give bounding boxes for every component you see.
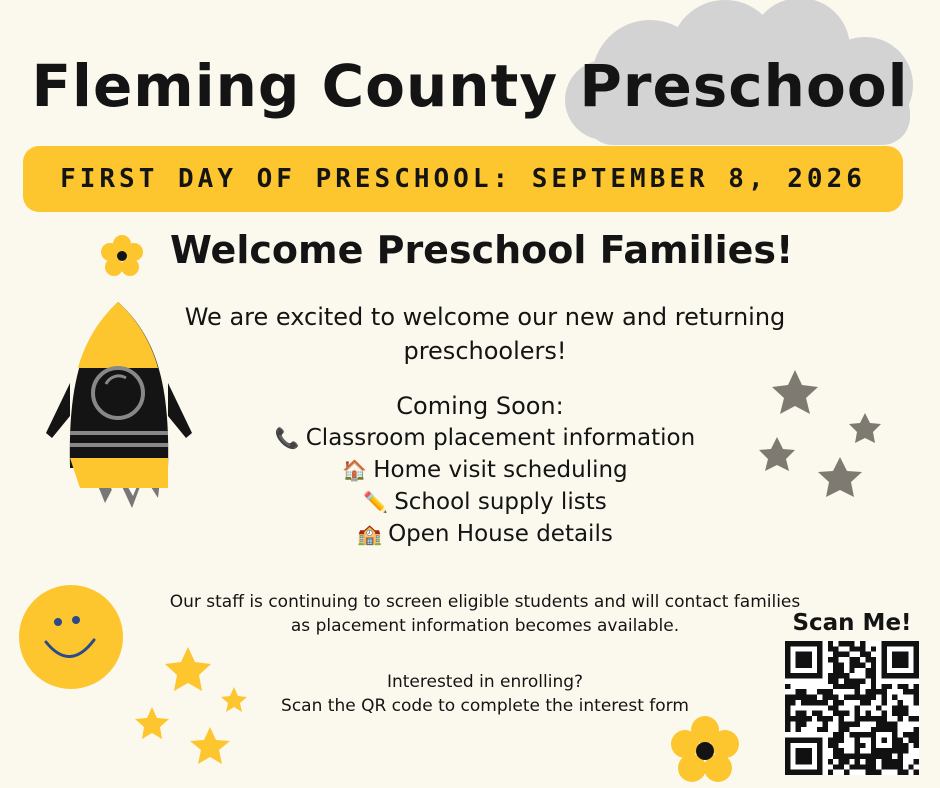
star-icon [221,687,247,712]
star-icon [190,727,230,764]
qr-code[interactable] [785,641,919,775]
list-item-label: Home visit scheduling [373,457,628,483]
list-item [200,486,770,518]
staff-note-line-2: as placement information becomes available. [290,616,680,636]
list-item-label: Classroom placement information [305,425,696,451]
yellow-stars-decoration [130,645,250,775]
list-item [200,518,770,550]
gray-stars-decoration [755,365,895,505]
star-icon [135,707,169,739]
list-item [200,422,770,454]
star-icon [165,647,211,691]
interest-line-1: Interested in enrolling? [386,672,584,692]
staff-note-line-1: Our staff is continuing to screen eligible students and will contact families [169,592,801,612]
telephone-icon: 📞 [274,426,300,450]
coming-soon-title: Coming Soon: [396,392,564,420]
list-item-label: Open House details [388,521,613,547]
smiley-face-icon [18,584,124,690]
banner-text: FIRST DAY OF PRESCHOOL: SEPTEMBER 8, 2026 [60,164,866,194]
intro-text [140,300,830,368]
pencil-icon: ✏️ [363,490,389,514]
flower-icon [100,234,144,278]
list-item-label: School supply lists [394,489,607,515]
page-title [0,52,940,120]
intro-line-2: preschoolers! [403,337,567,365]
welcome-heading: Welcome Preschool Families! [170,228,794,272]
title-part-2: Preschool [579,52,909,120]
interest-line-2: Scan the QR code to complete the interest form [281,696,689,716]
title-part-1: Fleming County [31,52,559,120]
interest-text [230,670,740,718]
coming-soon-list [200,422,770,550]
staff-note [110,590,860,638]
house-icon: 🏠 [342,458,368,482]
star-icon [759,437,795,471]
school-icon: 🏫 [357,522,383,546]
star-icon [772,370,818,414]
first-day-banner [23,146,903,212]
star-icon [818,457,862,497]
scan-me-label: Scan Me! [792,610,912,636]
flower-icon [670,716,740,786]
list-item [200,454,770,486]
star-icon [849,413,881,443]
intro-line-1: We are excited to welcome our new and returning [184,303,786,331]
